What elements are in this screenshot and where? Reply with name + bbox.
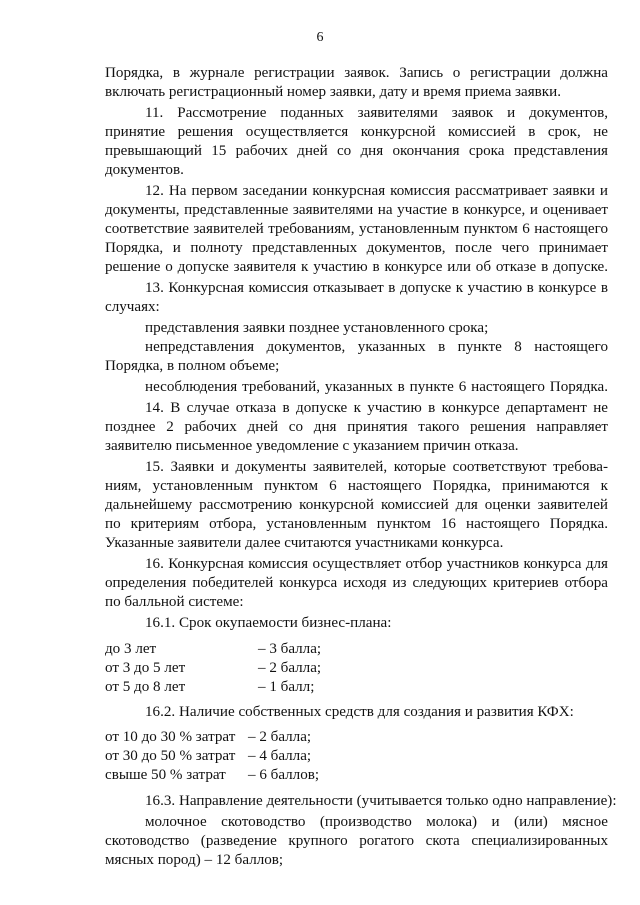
criterion-range: от 3 до 5 лет [105, 660, 186, 676]
criterion-range: от 5 до 8 лет [105, 679, 186, 695]
text-line: по балльной системе: [105, 594, 244, 610]
criterion-score: – 2 балла; [258, 660, 322, 676]
text-line: 13. Конкурсная комиссия отказывает в допуске к участию в конкурсе в [145, 280, 608, 296]
text-line: представления заявки позднее установленного срока; [145, 320, 489, 336]
text-line: 11. Рассмотрение поданных заявителями заявок и документов, [145, 105, 608, 121]
text-line: принятие решения осуществляется конкурсной комиссией в срок, не [105, 124, 608, 140]
page-number: 6 [316, 30, 324, 45]
text-line: 16.3. Направление деятельности (учитывается только одно направление): [145, 793, 617, 809]
text-line: включать регистрационный номер заявки, дату и время приема заявки. [105, 84, 561, 100]
text-line: 16.1. Срок окупаемости бизнес-плана: [145, 615, 392, 631]
text-line: превышающий 15 рабочих дней со дня окончания срока представления [105, 143, 608, 159]
text-line: 16. Конкурсная комиссия осуществляет отбор участников конкурса для [145, 556, 608, 572]
text-line: Порядка, в журнале регистрации заявок. Запись о регистрации должна [105, 65, 608, 81]
text-line: случаях: [105, 299, 160, 315]
text-line: 16.2. Наличие собственных средств для создания и развития КФХ: [145, 704, 574, 720]
text-line: определения победителей конкурса исходя из следующих критериев отбора [105, 575, 608, 591]
text-line: документы, представленные заявителями на участие в конкурсе, и оценивает [105, 202, 608, 218]
text-line: дальнейшему рассмотрению конкурсной комиссией для оценки заявителей [105, 497, 608, 513]
criterion-score: – 6 баллов; [248, 767, 320, 783]
text-line: молочное скотоводство (производство молока) и (или) мясное [145, 814, 608, 830]
text-line: соответствие заявителей требованиям, установленным пунктом 6 настоящего [105, 221, 608, 237]
text-line: 12. На первом заседании конкурсная комиссия рассматривает заявки и [145, 183, 608, 199]
text-line: по критериям отбора, установленным пунктом 16 настоящего Порядка. [105, 516, 608, 532]
text-line: документов. [105, 162, 184, 178]
text-line: Порядка, в полном объеме; [105, 358, 280, 374]
criterion-score: – 3 балла; [258, 641, 322, 657]
criterion-range: до 3 лет [105, 641, 157, 657]
criterion-score: – 1 балл; [258, 679, 315, 695]
text-line: решение о допуске заявителя к участию в конкурсе или об отказе в допуске. [105, 259, 608, 275]
text-line: позднее 2 рабочих дней со дня принятия такого решения направляет [105, 419, 608, 435]
criterion-score: – 4 балла; [248, 748, 312, 764]
text-line: Порядка, и полноту представленных документов, после чего принимает [105, 240, 608, 256]
text-line: ниям, установленным пунктом 6 настоящего Порядка, принимаются к [105, 478, 608, 494]
criterion-range: от 10 до 30 % затрат [105, 729, 236, 745]
text-line: непредставления документов, указанных в пункте 8 настоящего [145, 339, 608, 355]
text-line: Указанные заявители далее считаются участниками конкурса. [105, 535, 504, 551]
text-line: скотоводство (разведение крупного рогатого скота специализированных [105, 833, 608, 849]
text-line: несоблюдения требований, указанных в пункте 6 настоящего Порядка. [145, 379, 608, 395]
text-line: мясных пород) – 12 баллов; [105, 852, 284, 868]
text-line: 14. В случае отказа в допуске к участию в конкурсе департамент не [145, 400, 608, 416]
criterion-range: от 30 до 50 % затрат [105, 748, 236, 764]
criterion-range: свыше 50 % затрат [105, 767, 226, 783]
criterion-score: – 2 балла; [248, 729, 312, 745]
text-line: заявителю письменное уведомление с указанием причин отказа. [105, 438, 519, 454]
text-line: 15. Заявки и документы заявителей, которые соответствуют требова- [145, 459, 608, 475]
